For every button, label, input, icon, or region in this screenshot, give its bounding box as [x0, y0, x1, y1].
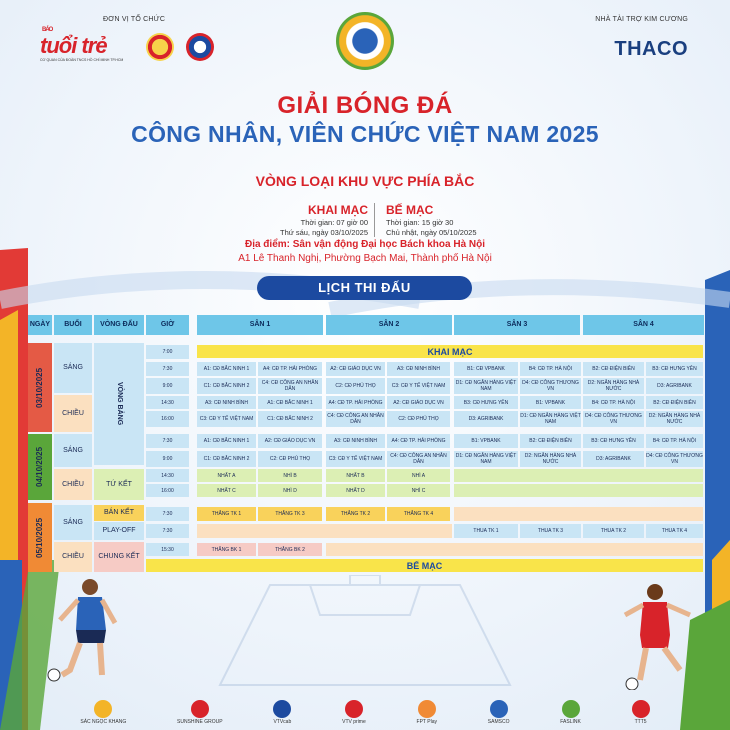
match-cell: NHẤT B — [326, 469, 385, 482]
match-cell: A2: CĐ GIÁO DỤC VN — [326, 362, 385, 376]
sponsor-logo: FASLINK — [560, 700, 581, 725]
match-cell: A3: CĐ NINH BÌNH — [387, 362, 450, 376]
title-line-2: CÔNG NHÂN, VIÊN CHỨC VIỆT NAM 2025 — [131, 121, 599, 147]
match-cell: A1: CĐ BẮC NINH 1 — [197, 434, 256, 448]
round-label: PLAY-OFF — [94, 522, 144, 540]
match-cell: C3: CĐ Y TẾ VIỆT NAM — [387, 378, 450, 394]
day-label: 04/10/2025 — [28, 434, 52, 500]
match-cell: D2: NGÂN HÀNG NHÀ NƯỚC — [646, 411, 703, 427]
time-cell: 7:30 — [146, 524, 189, 538]
match-cell: D4: CĐ CÔNG THƯƠNG VN — [520, 378, 581, 394]
time-cell: 15:30 — [146, 543, 189, 556]
column-header: NGÀY — [28, 315, 52, 335]
opening-info: KHAI MẠC Thời gian: 07 giờ 00 Thứ sáu, ngày 03/10/2025 — [279, 203, 368, 237]
sponsor-logo: FPT Play — [417, 700, 437, 725]
time-cell: 9:00 — [146, 451, 189, 467]
match-cell: D1: CĐ NGÂN HÀNG VIỆT NAM — [520, 413, 581, 425]
column-header: BUỔI — [54, 315, 92, 335]
time-cell: 14:30 — [146, 469, 189, 482]
divider — [374, 203, 375, 237]
time-cell: 16:00 — [146, 484, 189, 497]
round-label: VÒNG BẢNG — [94, 343, 144, 465]
sponsor-label: NHÀ TÀI TRỢ KIM CƯƠNG — [595, 16, 688, 23]
venue-name: Địa điểm: Sân vận động Đại học Bách khoa Hà Nội — [244, 239, 486, 250]
time-cell: 7:30 — [146, 362, 189, 376]
match-cell: D1: CĐ NGÂN HÀNG VIỆT NAM — [455, 453, 517, 465]
match-cell: D3: AGRIBANK — [646, 378, 703, 394]
column-header: SÂN 4 — [583, 315, 704, 335]
match-cell: C4: CĐ CÔNG AN NHÂN DÂN — [387, 451, 450, 467]
match-cell: NHẤT D — [326, 484, 385, 497]
opening-banner: KHAI MẠC — [197, 345, 703, 358]
match-cell: B4: CĐ TP. HÀ NỘI — [646, 434, 703, 448]
column-header: SÂN 3 — [454, 315, 580, 335]
match-cell: B4: CĐ TP. HÀ NỘI — [583, 396, 644, 409]
union-logo-icon — [146, 33, 174, 61]
empty-cell — [454, 469, 703, 482]
match-cell: A4: CĐ TP. HẢI PHÒNG — [326, 396, 385, 409]
empty-cell — [454, 484, 703, 497]
match-cell: A3: CĐ NINH BÌNH — [326, 434, 385, 448]
match-cell: A1: CĐ BẮC NINH 1 — [197, 362, 256, 376]
session-label: SÁNG — [54, 505, 92, 540]
match-cell: THẮNG TK 3 — [258, 507, 322, 521]
match-cell: B2: CĐ ĐIỆN BIÊN — [583, 362, 644, 376]
session-label: CHIỀU — [54, 542, 92, 572]
match-cell: THẮNG TK 2 — [326, 507, 385, 521]
match-cell: NHẤT A — [197, 469, 256, 482]
closing-banner: BẾ MẠC — [146, 559, 703, 572]
time-cell: 7:30 — [146, 434, 189, 448]
match-cell: THẮNG BK 1 — [197, 543, 256, 556]
match-cell: D2: NGÂN HÀNG NHÀ NƯỚC — [520, 451, 581, 467]
match-cell: THUA TK 1 — [454, 524, 518, 538]
match-cell: THUA TK 4 — [646, 524, 703, 538]
match-cell: A2: CĐ GIÁO DỤC VN — [387, 396, 450, 409]
session-label: CHIỀU — [54, 469, 92, 500]
column-header: VÒNG ĐẤU — [94, 315, 144, 335]
time-cell: 7:30 — [146, 507, 189, 521]
match-cell: D4: CĐ CÔNG THƯƠNG VN — [583, 411, 644, 427]
match-cell: C3: CĐ Y TẾ VIỆT NAM — [326, 451, 385, 467]
match-cell: B1: VPBANK — [454, 434, 518, 448]
round-label: BÁN KẾT — [94, 505, 144, 521]
column-header: SÂN 2 — [326, 315, 452, 335]
match-cell: C1: CĐ BẮC NINH 2 — [197, 451, 256, 467]
organizer-label: ĐƠN VỊ TỔ CHỨC — [103, 16, 166, 23]
round-title: VÒNG LOẠI KHU VỰC PHÍA BẮC — [255, 173, 475, 189]
session-label: SÁNG — [54, 343, 92, 393]
match-cell: D1: CĐ NGÂN HÀNG VIỆT NAM — [455, 380, 517, 392]
tuoi-tre-tagline: CƠ QUAN CỦA ĐOÀN TNCS HỒ CHÍ MINH TP.HCM — [40, 58, 124, 62]
match-cell: A2: CĐ GIÁO DỤC VN — [258, 434, 322, 448]
schedule-heading: LỊCH THI ĐẤU — [257, 276, 472, 300]
empty-cell — [326, 543, 703, 556]
match-cell: THUA TK 2 — [583, 524, 644, 538]
empty-cell — [454, 507, 703, 521]
day-label: 03/10/2025 — [28, 343, 52, 432]
match-cell: THUA TK 3 — [520, 524, 581, 538]
match-cell: D4: CĐ CÔNG THƯƠNG VN — [646, 453, 703, 465]
round-label: TỨ KẾT — [94, 469, 144, 500]
match-cell: B4: CĐ TP. HÀ NỘI — [520, 362, 581, 376]
sponsor-logo: VTVcab — [273, 700, 291, 725]
round-label: CHUNG KẾT — [94, 542, 144, 572]
match-cell: NHÌ C — [387, 484, 450, 497]
match-cell: C1: CĐ BẮC NINH 2 — [258, 411, 322, 427]
closing-info: BẾ MẠC Thời gian: 15 giờ 30 Chủ nhật, ngày 05/10/2025 — [386, 203, 477, 237]
match-cell: A3: CĐ NINH BÌNH — [197, 396, 256, 409]
match-cell: B3: CĐ HƯNG YÊN — [583, 434, 644, 448]
match-cell: THẮNG TK 4 — [387, 507, 450, 521]
match-cell: B1: VPBANK — [520, 396, 581, 409]
column-header: SÂN 1 — [197, 315, 323, 335]
vff-logo-icon — [186, 33, 214, 61]
thaco-logo: THACO — [614, 38, 688, 60]
time-cell: 9:00 — [146, 378, 189, 394]
match-cell: D3: AGRIBANK — [583, 451, 644, 467]
player-blue-illustration — [40, 575, 120, 685]
sponsor-logo: SAMSCO — [488, 700, 510, 725]
match-cell: C3: CĐ Y TẾ VIỆT NAM — [197, 411, 256, 427]
sponsor-logo: SUNSHINE GROUP — [177, 700, 223, 725]
match-cell: B3: CĐ HƯNG YÊN — [646, 362, 703, 376]
match-cell: B3: CĐ HƯNG YÊN — [454, 396, 518, 409]
venue-address: A1 Lê Thanh Nghị, Phường Bạch Mai, Thành phố Hà Nội — [238, 253, 492, 264]
session-label: SÁNG — [54, 434, 92, 467]
match-cell: THẮNG TK 1 — [197, 507, 256, 521]
empty-cell — [197, 524, 452, 538]
match-cell: THẮNG BK 2 — [258, 543, 322, 556]
title-line-1: GIẢI BÓNG ĐÁ — [277, 92, 453, 119]
match-cell: A1: CĐ BẮC NINH 1 — [258, 396, 322, 409]
day-label: 05/10/2025 — [28, 503, 52, 572]
match-cell: NHÌ B — [258, 469, 322, 482]
match-cell: C2: CĐ PHÚ THỌ — [326, 378, 385, 394]
match-cell: NHẤT C — [197, 484, 256, 497]
match-cell: NHÌ D — [258, 484, 322, 497]
sponsor-logo: TTT5 — [632, 700, 650, 725]
match-cell: NHÌ A — [387, 469, 450, 482]
match-cell: D2: NGÂN HÀNG NHÀ NƯỚC — [583, 378, 644, 394]
match-cell: A4: CĐ TP. HẢI PHÒNG — [258, 362, 322, 376]
match-cell: B2: CĐ ĐIỆN BIÊN — [646, 396, 703, 409]
match-cell: C2: CĐ PHÚ THỌ — [258, 451, 322, 467]
match-cell: D3: AGRIBANK — [454, 411, 518, 427]
match-cell: A4: CĐ TP. HẢI PHÒNG — [387, 434, 450, 448]
tournament-emblem-icon — [336, 12, 394, 70]
field-lines-decor — [160, 575, 570, 690]
player-red-illustration — [620, 580, 700, 690]
time-cell: 7:00 — [146, 345, 189, 359]
match-cell: C4: CĐ CÔNG AN NHÂN DÂN — [258, 378, 322, 394]
sponsor-logo: SÁC NGỌC KHANG — [80, 700, 126, 725]
match-cell: C2: CĐ PHÚ THỌ — [387, 411, 450, 427]
match-cell: B2: CĐ ĐIỆN BIÊN — [520, 434, 581, 448]
tuoi-tre-logo: BÁO tuổi trẻ — [40, 27, 107, 58]
match-cell: B1: CĐ VPBANK — [454, 362, 518, 376]
time-cell: 16:00 — [146, 411, 189, 427]
match-cell: C4: CĐ CÔNG AN NHÂN DÂN — [327, 413, 384, 425]
time-cell: 14:30 — [146, 396, 189, 409]
column-header: GIỜ — [146, 315, 189, 335]
sponsor-logos — [0, 695, 730, 730]
sponsor-logo: VTV prime — [342, 700, 366, 725]
session-label: CHIỀU — [54, 395, 92, 432]
match-cell: C1: CĐ BẮC NINH 2 — [197, 378, 256, 394]
